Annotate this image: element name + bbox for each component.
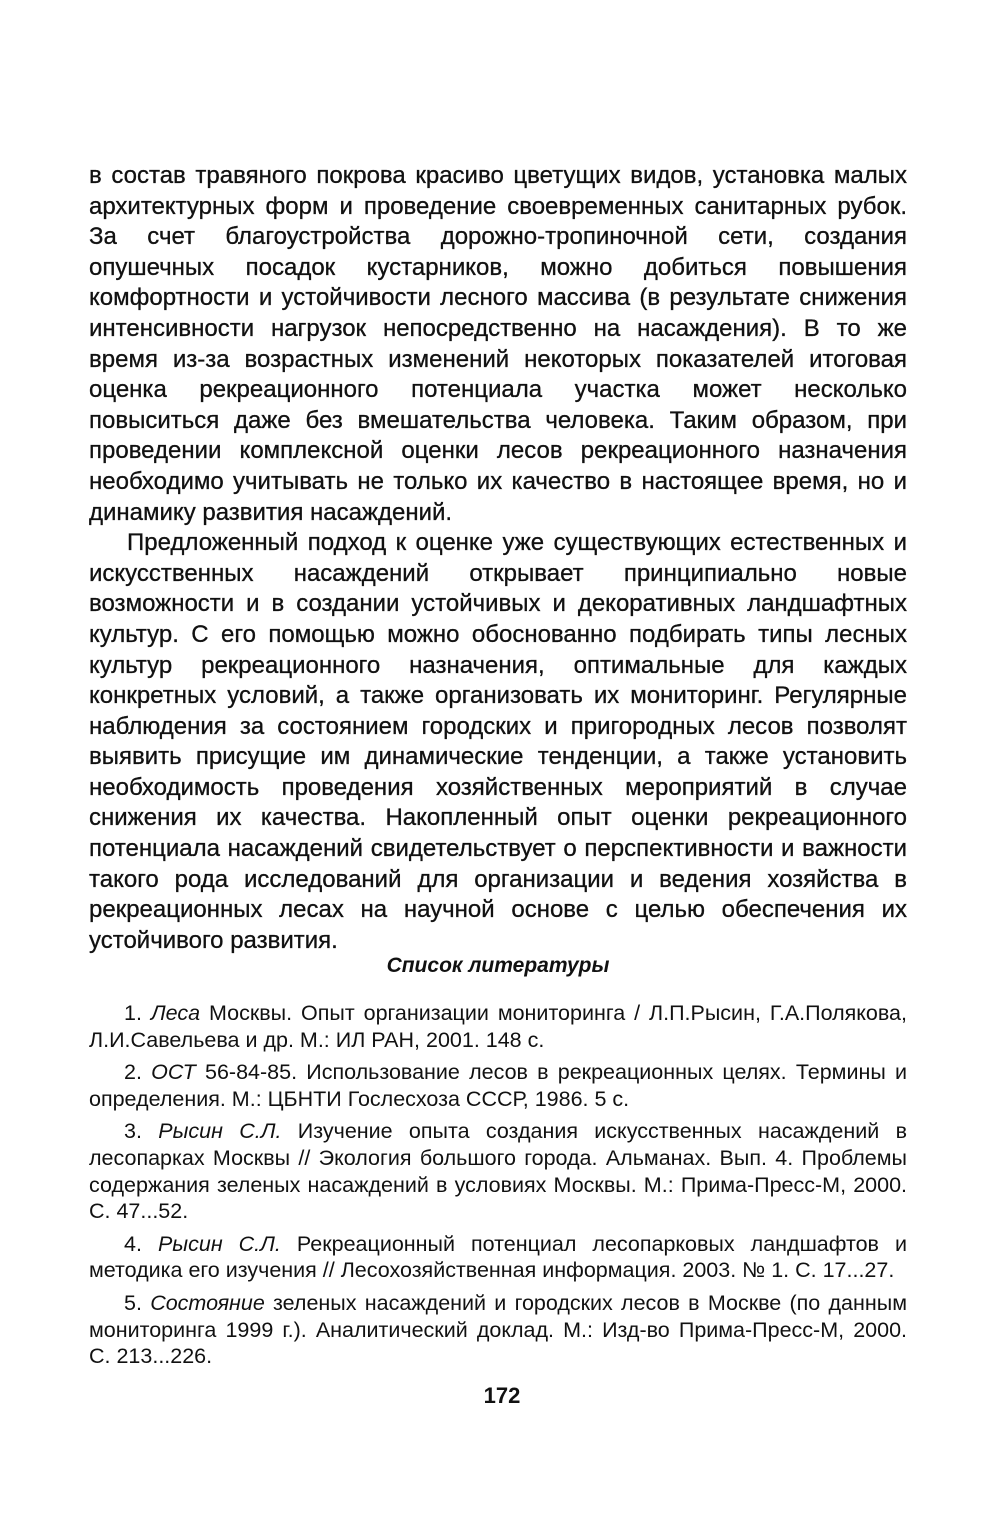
reference-lead: Рысин С.Л. [158, 1119, 282, 1144]
reference-lead: Рысин С.Л. [157, 1231, 281, 1256]
reference-text: Москвы. Опыт организации мониторинга / Л.П.Рысин, Г.А.Полякова, Л.И.Савельева и др. М.: ИЛ РАН, 2001. 148 с. [89, 1001, 907, 1052]
paragraph: в состав травяного покрова красиво цветущих видов, установка малых архитектурных форм и проведение своевременных санитарных рубок. За счет благоустройства дорожно-тропиночной сети, создания опушечных посадок кустарников, можно добиться повышения комфортности и устойчивости лесного массива (в результате снижения интенсивности нагрузок непосредственно на насаждения). В то же время из-за возрастных изменений некоторых показателей итоговая оценка рекреационного потенциала участка может несколько повыситься даже без вмешательства человека. Таким образом, при проведении комплексной оценки лесов рекреационного назначения необходимо учитывать не только их качество в настоящее время, но и динамику развития насаждений. [89, 162, 907, 526]
reference-number: 1. [124, 1001, 142, 1025]
reference-item [89, 1000, 907, 1053]
reference-text: Рекреационный потенциал лесопарковых ландшафтов и методика его изучения // Лесохозяйственная информация. 2003. № 1. С. 17...27. [89, 1231, 907, 1283]
reference-item [89, 1059, 907, 1112]
reference-text: зеленых насаждений и городских лесов в Москве (по данным мониторинга 1999 г.). Аналитический доклад. М.: Изд-во Прима-Пресс-М, 2000. С. 213...226. [89, 1290, 907, 1369]
reference-number: 2. [124, 1060, 142, 1085]
reference-item [89, 1290, 907, 1370]
paragraph: Предложенный подход к оценке уже существующих естественных и искусственных насаждений открывает принципиально новые возможности и в создании устойчивых и декоративных ландшафтных культур. С его помощью можно обоснованно подбирать типы лесных культур рекреационного назначения, оптимальные для каждых конкретных условий, а также организовать их мониторинг. Регулярные наблюдения за состоянием городских и пригородных лесов позволят выявить присущие им динамические тенденции, а также установить необходимость проведения хозяйственных мероприятий в случае снижения их качества. Накопленный опыт оценки рекреационного потенциала насаждений свидетельствует о перспективности и важности такого рода исследований для организации и ведения хозяйства в рекреационных лесах на научной основе с целью обеспечения их устойчивого развития. [89, 529, 907, 954]
reference-text: Изучение опыта создания искусственных насаждений в лесопарках Москвы // Экология большого города. Альманах. Вып. 4. Проблемы содержания зеленых насаждений в условиях Москвы. М.: Прима-Пресс-М, 2000. С. 47...52. [89, 1119, 907, 1224]
reference-number: 5. [124, 1290, 142, 1315]
reference-number: 4. [124, 1231, 142, 1256]
reference-lead: Леса [150, 1001, 201, 1025]
reference-number: 3. [124, 1119, 142, 1144]
reference-lead: Состояние [150, 1290, 265, 1315]
references-heading: Список литературы [386, 954, 610, 977]
reference-text: 56-84-85. Использование лесов в рекреационных целях. Термины и определения. М.: ЦБНТИ Гослесхоза СССР, 1986. 5 с. [89, 1060, 907, 1111]
reference-lead: ОСТ [151, 1060, 196, 1085]
reference-item [89, 1231, 907, 1284]
page-number: 172 [483, 1383, 521, 1408]
references-list [89, 1000, 907, 1376]
reference-item [89, 1118, 907, 1224]
body-text [89, 161, 907, 956]
